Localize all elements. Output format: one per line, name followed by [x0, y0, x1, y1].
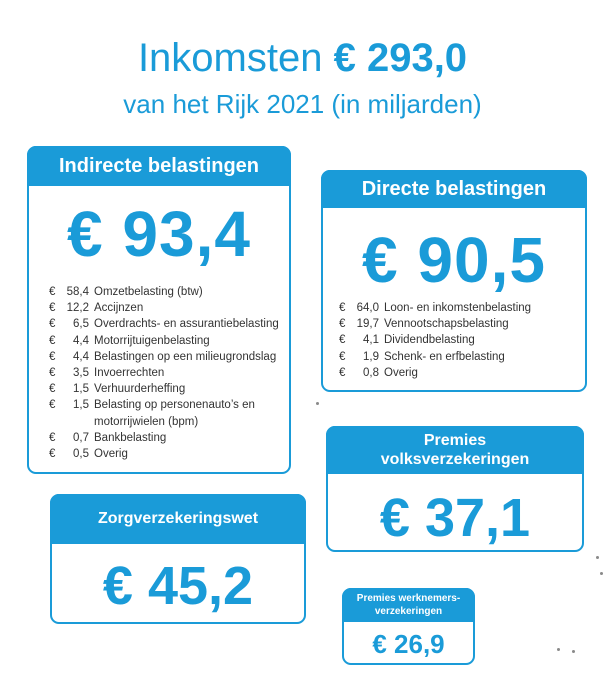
tax-item [339, 332, 579, 348]
card-volks-heading-text: Premies volksverzekeringen [380, 432, 530, 468]
currency-symbol: € [339, 350, 346, 363]
currency-symbol: € [339, 302, 346, 314]
tax-amount: 0,8 [363, 366, 379, 379]
tax-label: Verhuurderheffing [94, 383, 186, 396]
card-direct-heading: Directe belastingen [321, 170, 587, 208]
currency-symbol: € [49, 383, 56, 396]
tax-label: Bankbelasting [94, 431, 167, 444]
card-volks-total: € 37,1 [379, 488, 531, 548]
page-subtitle: van het Rijk 2021 (in miljarden) [123, 89, 482, 119]
card-indirect-heading: Indirecte belastingen [27, 146, 291, 186]
card-zorg-total: € 45,2 [102, 556, 254, 616]
tax-label: Loon- en inkomstenbelasting [384, 302, 532, 314]
tax-amount: 1,5 [73, 383, 89, 396]
tax-label: Dividendbelasting [384, 334, 475, 347]
tax-item [49, 333, 289, 349]
tax-item [339, 349, 579, 365]
tax-item [49, 381, 289, 397]
tax-amount: 4,4 [73, 350, 89, 363]
tax-amount: 12,2 [66, 302, 89, 315]
tax-label: Overig [94, 448, 128, 461]
tax-label: Accijnzen [94, 302, 144, 315]
currency-symbol: € [49, 367, 56, 380]
decorative-speck [557, 648, 560, 651]
currency-symbol: € [339, 334, 346, 347]
tax-label: Belasting op personenauto’s en motorrijwielen (bpm) [94, 399, 255, 428]
tax-label: Overdrachts- en assurantiebelasting [94, 318, 279, 331]
card-volks-heading [326, 426, 584, 474]
tax-amount: 19,7 [356, 318, 379, 331]
tax-amount: 6,5 [73, 318, 89, 331]
tax-amount: 1,5 [73, 399, 89, 412]
tax-item [49, 284, 289, 300]
card-werk-total: € 26,9 [372, 629, 445, 659]
card-volksverzekeringen [326, 426, 584, 552]
tax-amount: 58,4 [66, 286, 89, 298]
decorative-speck [316, 402, 319, 405]
decorative-speck [600, 572, 603, 575]
tax-label: Vennootschapsbelasting [384, 318, 509, 331]
currency-symbol: € [339, 318, 346, 331]
decorative-speck [572, 650, 575, 653]
tax-item [49, 446, 289, 462]
card-werk-heading-text: Premies werknemers-verzekeringen [356, 593, 461, 617]
card-zorg-heading: Zorgverzekeringswet [50, 494, 306, 544]
tax-amount: 64,0 [356, 302, 379, 314]
card-indirect-total: € 93,4 [67, 198, 251, 270]
card-werknemersverzekeringen [342, 588, 475, 665]
tax-amount: 4,4 [73, 334, 89, 347]
direct-tax-list [339, 300, 579, 381]
tax-amount: 4,1 [363, 334, 379, 347]
title-total: € 293,0 [333, 36, 468, 80]
currency-symbol: € [49, 350, 56, 363]
indirect-tax-list [49, 284, 289, 462]
tax-amount: 0,5 [73, 448, 89, 461]
currency-symbol: € [49, 448, 56, 461]
currency-symbol: € [49, 318, 56, 331]
tax-label: Omzetbelasting (btw) [94, 286, 203, 298]
currency-symbol: € [49, 431, 56, 444]
tax-item [339, 316, 579, 332]
tax-amount: 1,9 [363, 350, 379, 363]
tax-label: Invoerrechten [94, 367, 165, 380]
currency-symbol: € [49, 302, 56, 315]
card-werk-heading [342, 588, 475, 622]
card-direct-taxes [321, 170, 587, 392]
currency-symbol: € [339, 366, 346, 379]
tax-label: Belastingen op een milieugrondslag [94, 350, 277, 363]
card-direct-total: € 90,5 [362, 224, 546, 296]
tax-item [49, 349, 289, 365]
tax-item [49, 300, 289, 316]
decorative-speck [596, 556, 599, 559]
tax-amount: 3,5 [73, 367, 89, 380]
title-prefix: Inkomsten [137, 36, 323, 80]
currency-symbol: € [49, 286, 56, 298]
currency-symbol: € [49, 334, 56, 347]
tax-item [339, 365, 579, 381]
tax-item [49, 430, 289, 446]
tax-label: Overig [384, 366, 418, 379]
currency-symbol: € [49, 399, 56, 412]
tax-amount: 0,7 [73, 431, 89, 444]
page-title [0, 34, 605, 82]
tax-item [49, 365, 289, 381]
tax-item [339, 300, 579, 316]
tax-item [49, 397, 289, 429]
tax-label: Motorrijtuigenbelasting [94, 334, 210, 347]
tax-label: Schenk- en erfbelasting [384, 350, 505, 363]
tax-item [49, 316, 289, 332]
card-indirect-taxes [27, 146, 291, 474]
card-zorgverzekeringswet [50, 494, 306, 624]
